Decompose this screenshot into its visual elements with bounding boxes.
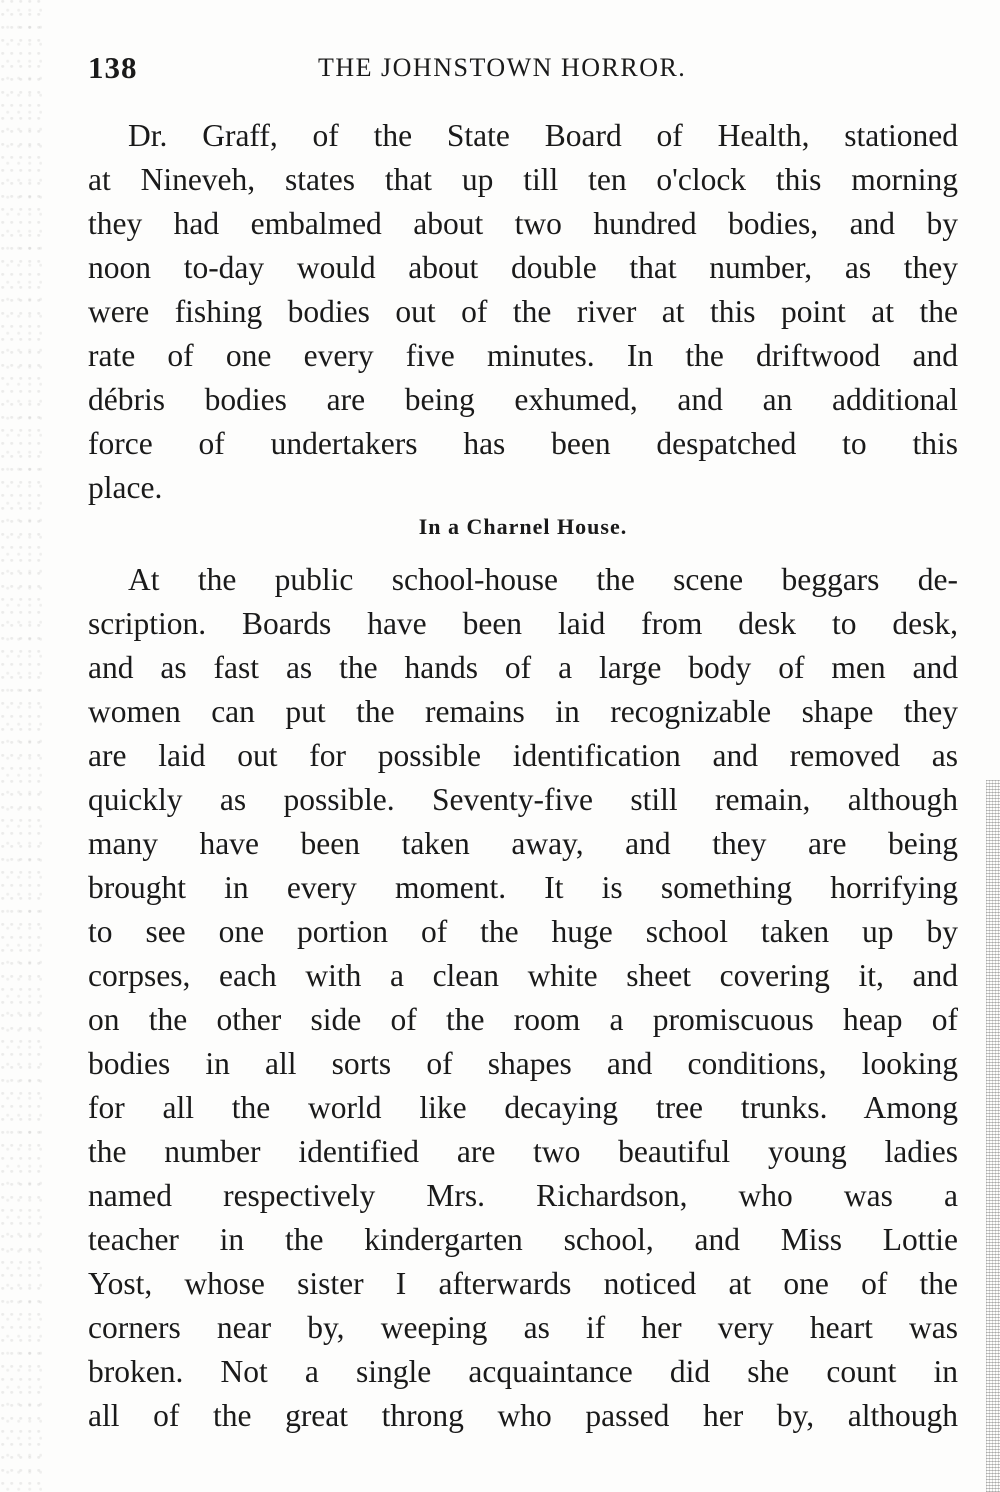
text-line: the number identified are two beautiful young ladies [88,1134,958,1169]
running-head: THE JOHNSTOWN HORROR. [318,53,687,82]
page-number: 138 [88,50,138,85]
text-line: many have been taken away, and they are being [88,826,958,861]
scan-edge-left [0,0,42,1492]
text-line: they had embalmed about two hundred bodies, and by [88,206,958,241]
section-subheading: In a Charnel House. [418,514,628,539]
text-line: corners near by, weeping as if her very heart was [88,1310,958,1345]
scan-edge-right [986,780,1000,1492]
paragraph-1 [88,114,958,510]
paragraph-2 [88,558,958,1438]
text-line: for all the world like decaying tree trunks. Among [88,1090,958,1125]
text-line: noon to-day would about double that number, as they [88,250,958,285]
text-line: named respectively Mrs. Richardson, who was a [88,1178,958,1213]
text-line: at Nineveh, states that up till ten o'clock this morning [88,162,958,197]
text-line: place. [88,470,163,505]
text-line: all of the great throng who passed her by, although [88,1398,958,1433]
text-line: At the public school-house the scene beggars de- [128,562,958,597]
text-line: broken. Not a single acquaintance did she count in [88,1354,958,1389]
text-line: débris bodies are being exhumed, and an additional [88,382,958,417]
text-line: teacher in the kindergarten school, and Miss Lottie [88,1222,958,1257]
text-line: and as fast as the hands of a large body of men and [88,650,958,685]
text-line: force of undertakers has been despatched to this [88,426,958,461]
text-line: scription. Boards have been laid from desk to desk, [88,606,958,641]
text-line: quickly as possible. Seventy-five still remain, although [88,782,958,817]
text-line: were fishing bodies out of the river at this point at the [88,294,958,329]
text-line: rate of one every five minutes. In the driftwood and [88,338,958,373]
text-line: brought in every moment. It is something horrifying [88,870,958,905]
text-line: to see one portion of the huge school taken up by [88,914,958,949]
text-line: are laid out for possible identification and removed as [88,738,958,773]
text-line: Yost, whose sister I afterwards noticed at one of the [88,1266,958,1301]
text-line: on the other side of the room a promiscuous heap of [88,1002,958,1037]
text-line: bodies in all sorts of shapes and conditions, looking [88,1046,958,1081]
text-line: corpses, each with a clean white sheet covering it, and [88,958,958,993]
text-line: Dr. Graff, of the State Board of Health, stationed [128,118,958,153]
page-header [88,50,958,90]
text-line: women can put the remains in recognizable shape they [88,694,958,729]
